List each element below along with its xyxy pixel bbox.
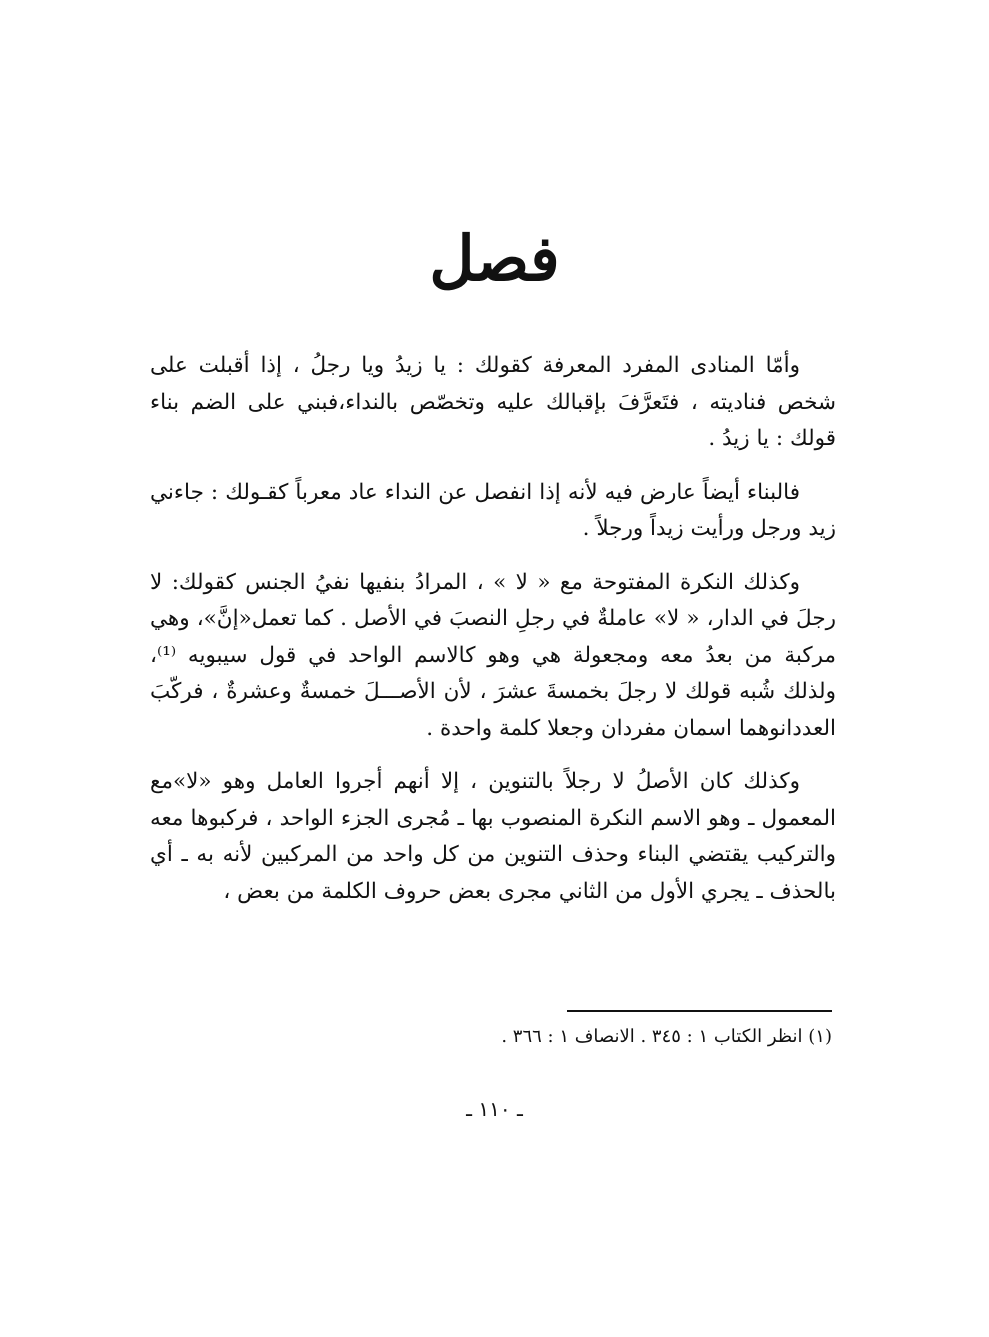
footnote: (١) انظر الكتاب ١ : ٣٤٥ . الانصاف ١ : ٣٦٦ .: [501, 1026, 832, 1047]
paragraph-3: وكذلك النكرة المفتوحة مع « لا » ، المرادُ بنفيها نفيُ الجنس كقولك: لا رجلَ في الدار، « لا» عاملةٌ في رجلِ النصبَ في الأصل . كما تعمل«إنَّ»، وهي مركبة من بعدُ معه ومجعولة هي وهو كالاسم الواحد في قول سيبويه ⁽¹⁾، ولذلك شُبه قولك لا رجلَ بخمسةَ عشرَ ، لأن الأصـــلَ خمسةٌ وعشرةٌ ، فركّبَ العددانوهما اسمان مفردان وجعلا كلمة واحدة .: [150, 569, 836, 741]
footnote-divider: [567, 1010, 832, 1012]
paragraph-1: وأمّا المنادى المفرد المعرفة كقولك : يا زيدُ ويا رجلُ ، إذا أقبلت على شخص فناديته ، فتَعرَّفَ بإقبالك عليه وتخصّص بالنداء،فبني على الضم بناء قولك : يا زيدُ .: [150, 353, 836, 451]
paragraph-4: وكذلك كان الأصلُ لا رجلاً بالتنوين ، إلا أنهم أجروا العامل وهو «لا»مع المعمول ـ وهو الاسم النكرة المنصوب بها ـ مُجرى الجزء الواحد ، فركبوها معه والتركيب يقتضي البناء وحذف التنوين من كل واحد من المركبين لأنه به ـ أي بالحذف ـ يجري الأول من الثاني مجرى بعض حروف الكلمة من بعض ،: [150, 769, 836, 904]
paragraph-2: فالبناء أيضاً عارض فيه لأنه إذا انفصل عن النداء عاد معرباً كقـولك : جاءني زيد ورجل ورأيت زيداً ورجلاً .: [150, 479, 836, 541]
page-number: ـ ١١٠ ـ: [466, 1097, 523, 1121]
body-text: [150, 348, 836, 927]
section-heading: فصل: [429, 222, 560, 295]
